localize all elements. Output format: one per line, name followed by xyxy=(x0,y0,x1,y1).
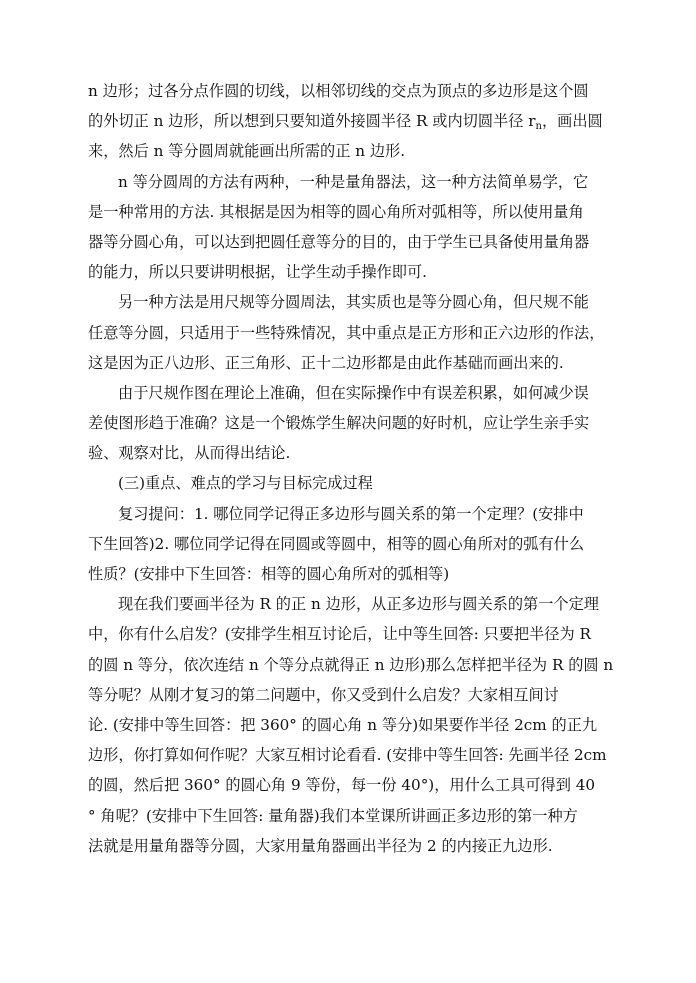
document-page xyxy=(88,76,616,861)
paragraph-start: 复习提问：1. 哪位同学记得正多边形与圆关系的第一个定理？(安排中 xyxy=(118,504,584,523)
text-line: 的圆 n 等分，依次连结 n 个等分点就得正 n 边形)那么怎样把半径为 R 的圆 n xyxy=(88,655,614,674)
text-segment: ，画出圆 xyxy=(541,112,603,131)
section-heading: (三)重点、难点的学习与目标完成过程 xyxy=(118,474,373,493)
text-line: 中，你有什么启发？(安排学生相互讨论后，让中等生回答: 只要把半径为 R xyxy=(88,625,591,644)
text-line: ° 角呢？(安排中下生回答: 量角器)我们本堂课所讲画正多边形的第一种方 xyxy=(88,806,578,825)
text-line: 论. (安排中等生回答：把 360° 的圆心角 n 等分)如果要作半径 2cm 的正九 xyxy=(88,715,598,734)
text-line: 来，然后 n 等分圆周就能画出所需的正 n 边形. xyxy=(88,142,406,161)
text-line xyxy=(88,106,616,136)
paragraph-start: n 等分圆周的方法有两种，一种是量角器法，这一种方法简单易学，它 xyxy=(118,172,589,191)
text-line: 性质？(安排中下生回答：相等的圆心角所对的弧相等) xyxy=(88,565,450,583)
text-line: 的能力，所以只要讲明根据，让学生动手操作即可. xyxy=(88,263,427,282)
text-segment: 的外切正 n 边形，所以想到只要知道外接圆半径 R 或内切圆半径 r xyxy=(88,112,536,131)
paragraph-start: 另一种方法是用尺规等分圆周法，其实质也是等分圆心角，但尺规不能 xyxy=(118,293,589,312)
text-line: 的圆，然后把 360° 的圆心角 9 等份，每一份 40°)，用什么工具可得到 40 xyxy=(88,776,596,795)
text-line: 法就是用量角器等分圆，大家用量角器画出半径为 2 的内接正九边形. xyxy=(88,836,553,855)
text-line: n 边形；过各分点作圆的切线，以相邻切线的交点为顶点的多边形是这个圆 xyxy=(88,82,589,100)
text-line: 这是因为正八边形、正三角形、正十二边形都是由此作基础而画出来的. xyxy=(88,353,564,372)
text-line: 等分呢？从刚才复习的第二问题中，你又受到什么启发？大家相互间讨 xyxy=(88,685,559,704)
subscript: n xyxy=(535,121,542,133)
text-line: 下生回答)2. 哪位同学记得在同圆或等圆中，相等的圆心角所对的弧有什么 xyxy=(88,534,585,553)
text-line: 差使图形趋于准确？这是一个锻炼学生解决问题的好时机，应让学生亲手实 xyxy=(88,414,590,433)
text-line: 是一种常用的方法. 其根据是因为相等的圆心角所对弧相等，所以使用量角 xyxy=(88,202,584,221)
text-line: 任意等分圆，只适用于一些特殊情况，其中重点是正方形和正六边形的作法， xyxy=(88,323,605,342)
text-line: 验、观察对比，从而得出结论. xyxy=(88,444,291,463)
paragraph-start: 现在我们要画半径为 R 的正 n 边形，从正多边形与圆关系的第一个定理 xyxy=(118,595,599,614)
text-line: 器等分圆心角，可以达到把圆任意等分的目的，由于学生已具备使用量角器 xyxy=(88,232,590,251)
text-line: 边形，你打算如何作呢？大家互相讨论看看. (安排中等生回答: 先画半径 2cm xyxy=(88,746,607,765)
paragraph-start: 由于尺规作图在理论上准确，但在实际操作中有误差积累，如何减少误 xyxy=(118,383,589,402)
